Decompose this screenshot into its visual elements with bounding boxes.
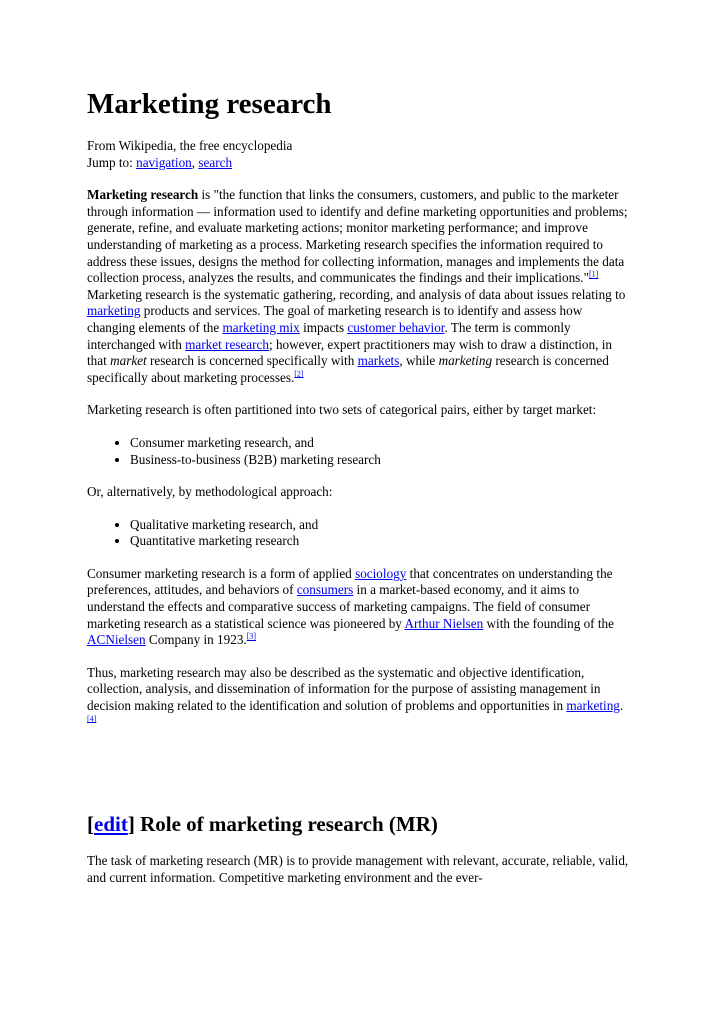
text: research is concerned specifically about marketing processes.	[87, 353, 609, 385]
bracket: [	[87, 812, 94, 837]
marketing-mix-link[interactable]: marketing mix	[222, 319, 300, 335]
consumer-paragraph	[87, 566, 632, 649]
ref-1-link[interactable]: [1]	[588, 269, 599, 279]
section-title: Role of marketing research (MR)	[140, 812, 438, 837]
italic-marketing: marketing	[438, 353, 493, 369]
text: , while	[399, 353, 439, 369]
jump-to	[87, 155, 632, 172]
method-list	[87, 517, 632, 550]
text: in a market-based economy, and it aims to understand the effects and comparative success of marketing campaigns. The field of consumer marketing research as a statistical science was pioneered by	[87, 582, 591, 631]
site-sub: From Wikipedia, the free encyclopedia	[87, 138, 293, 153]
arthur-nielsen-link[interactable]: Arthur Nielsen	[404, 615, 484, 631]
sociology-link[interactable]: sociology	[355, 565, 407, 581]
marketing-link[interactable]: marketing	[87, 303, 141, 319]
thus-paragraph	[87, 665, 632, 731]
list-item: • Consumer marketing research, and	[130, 435, 632, 452]
text: with the founding of the	[483, 615, 614, 631]
text: .	[619, 698, 624, 714]
text: that concentrates on understanding the preferences, attitudes, and behaviors of	[87, 565, 613, 598]
market-research-link[interactable]: market research	[185, 336, 269, 352]
ref-3-link[interactable]: [3]	[246, 631, 257, 641]
jump-prefix: Jump to:	[87, 154, 137, 170]
ref-2-link[interactable]: [2]	[294, 369, 304, 379]
partition-paragraph: Marketing research is often partitioned into two sets of categorical pairs, either by target market:	[87, 402, 597, 418]
ref-4-link[interactable]: [4]	[87, 714, 97, 724]
intro-paragraph	[87, 187, 632, 386]
text: Thus, marketing research may also be described as the systematic and objective identification, collection, analysis, and dissemination of information for the purpose of assisting management in decision making related to the identification and solution of problems and opportunities in	[87, 664, 601, 714]
consumers-link[interactable]: consumers	[296, 582, 354, 598]
text: Consumer marketing research is a form of applied	[87, 565, 356, 581]
text: products and services. The goal of marketing research is to identify and assess how changing elements of the	[87, 303, 583, 335]
text: research is concerned specifically with	[146, 353, 358, 369]
list-item: • Qualitative marketing research, and	[130, 517, 632, 534]
italic-market: market	[110, 353, 147, 369]
text: . The term is commonly interchanged with	[87, 319, 571, 352]
text: Marketing research is the systematic gathering, recording, and analysis of data about issues relating to	[87, 286, 626, 302]
bracket: ]	[127, 812, 141, 837]
role-paragraph: The task of marketing research (MR) is to provide management with relevant, accurate, reliable, valid, and current information. Competitive marketing environment and the ever-	[87, 853, 629, 885]
markets-link[interactable]: markets	[357, 353, 400, 369]
article	[87, 86, 632, 902]
text: impacts	[299, 319, 348, 335]
acnielsen-link[interactable]: ACNielsen	[87, 632, 146, 648]
navigation-link[interactable]: navigation	[136, 154, 192, 170]
text: is "the function that links the consumers, customers, and public to the marketer through information — information used to identify and define marketing opportunities and problems; generate, refine, and evaluate marketing actions; monitor marketing performance; and improve understanding of marketing as a process. Marketing research specifies the information required to address these issues, designs the method for collecting information, manages and implements the data collection process, analyzes the results, and communicates the findings and their implications."	[87, 187, 628, 286]
marketing-link-2[interactable]: marketing	[566, 698, 620, 714]
method-paragraph: Or, alternatively, by methodological approach:	[87, 484, 333, 500]
edit-link[interactable]: edit	[94, 812, 128, 837]
page-title: Marketing research	[87, 88, 332, 120]
text: ; however, expert practitioners may wish to draw a distinction, in that	[87, 336, 612, 369]
list-item: • Quantitative marketing research	[130, 533, 632, 550]
jump-separator: ,	[191, 154, 199, 170]
list-item: • Business-to-business (B2B) marketing research	[130, 452, 632, 469]
target-market-list	[87, 435, 632, 468]
bold-term: Marketing research	[87, 187, 199, 203]
section-heading-role	[87, 811, 632, 837]
customer-behavior-link[interactable]: customer behavior	[347, 319, 445, 335]
search-link[interactable]: search	[198, 154, 233, 170]
text: Company in 1923.	[145, 632, 247, 648]
